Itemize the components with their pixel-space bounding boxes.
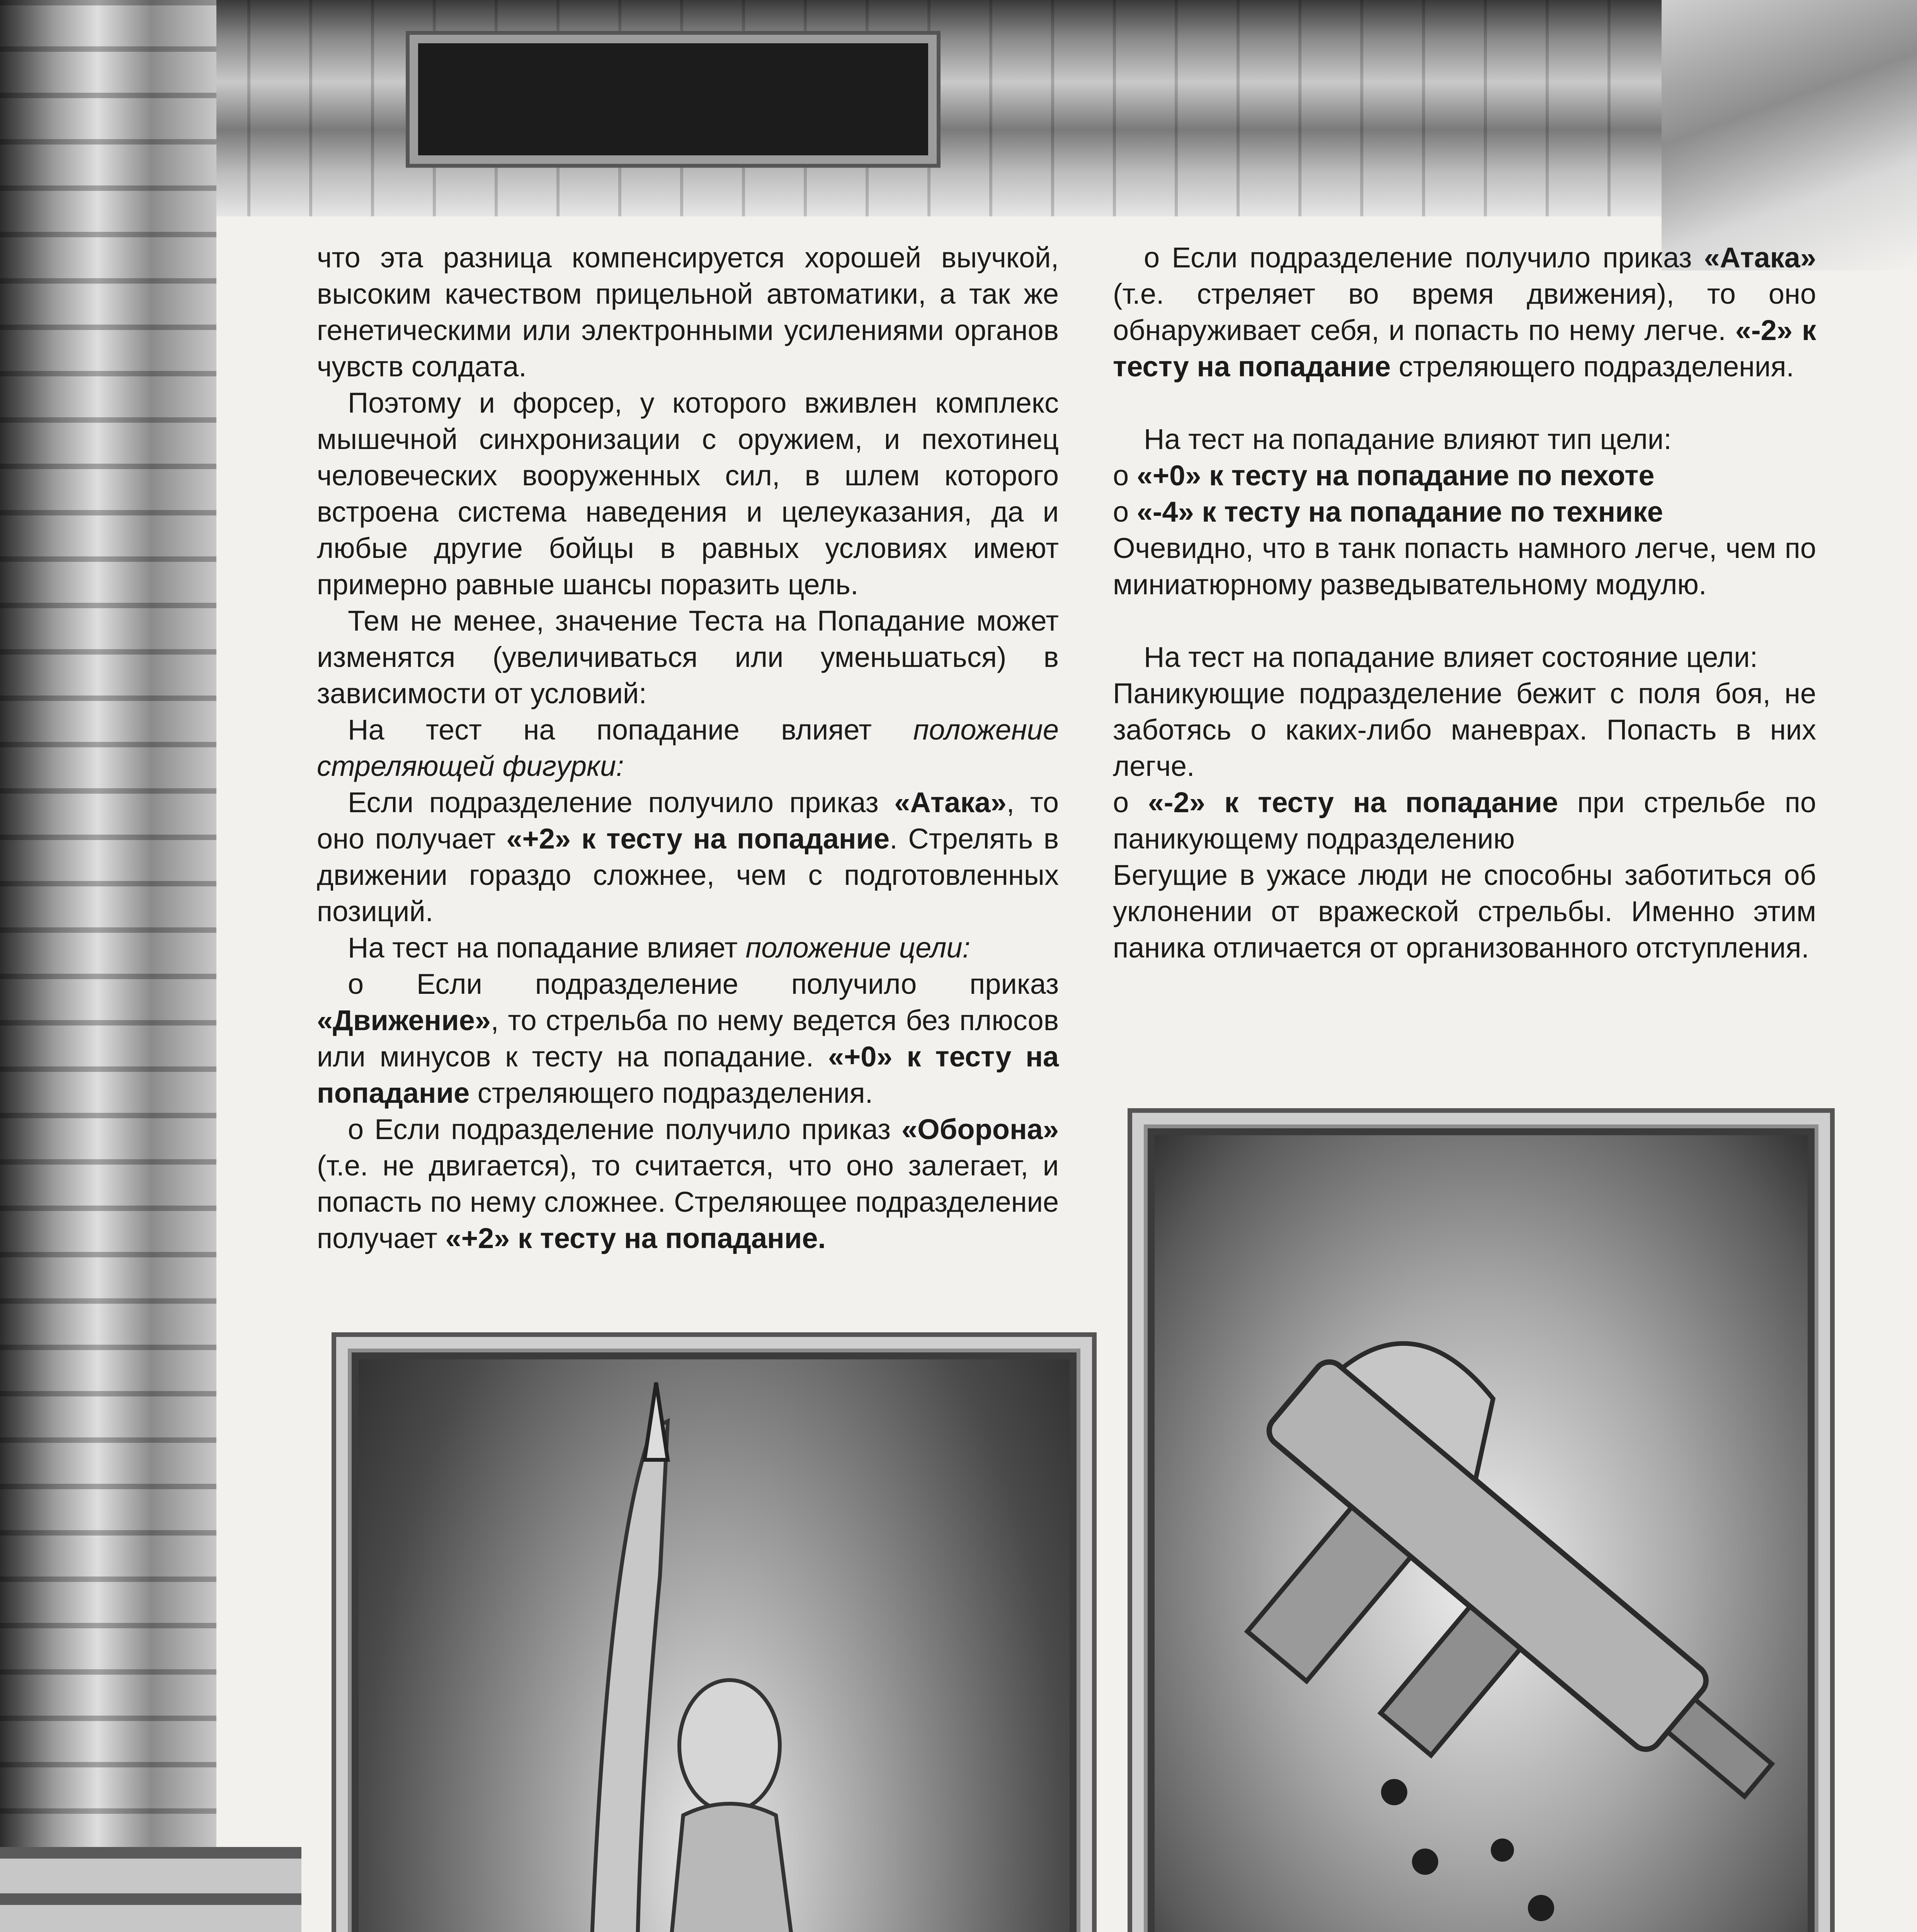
paragraph: На тест на попадание влияют тип цели:	[1144, 423, 1672, 455]
paragraph: Поэтому и форсер, у которого вживлен комплекс мышечной синхронизации с оружием, и пехотинец человеческих вооруженных сил, в шлем которого встроена система наведения и целеуказания, да и любые другие бойцы в равных условиях имеют примерно равные шансы поразить цель.	[317, 387, 1059, 600]
list-item: o Если подразделение получило приказ «Атака» (т.е. стреляет во время движения), то оно обнаруживает себя, и попасть по нему легче. «-2» к тесту на попадание стреляющего подразделения.	[1113, 242, 1816, 383]
decorative-corner-frame	[1662, 0, 1917, 270]
warrior-illustration	[352, 1352, 1077, 1932]
left-text-column	[317, 240, 1059, 1257]
paragraph: Бегущие в ужасе люди не способны заботиться об уклонении от вражеской стрельбы. Именно этим паника отличается от организованного отступления.	[1113, 859, 1816, 964]
list-item: o «-2» к тесту на попадание при стрельбе по паникующему подразделению	[1113, 786, 1817, 855]
list-item: o Если подразделение получило приказ «Оборона» (т.е. не двигается), то считается, что оно залегает, и попасть по нему сложнее. Стреляющее подразделение получает «+2» к тесту на попадание.	[317, 1113, 1059, 1254]
decorative-left-pipes	[0, 1847, 301, 1932]
paragraph: Если подразделение получило приказ «Атака», то оно получает «+2» к тесту на попадание. Стрелять в движении гораздо сложнее, чем с подготовленных позиций.	[317, 786, 1059, 927]
armored-woman-figure-icon	[359, 1359, 1070, 1932]
paragraph: Очевидно, что в танк попасть намного легче, чем по миниатюрному разведывательному модулю.	[1113, 532, 1816, 600]
rifle-illustration	[1148, 1128, 1815, 1932]
futuristic-rifle-icon	[1155, 1135, 1808, 1932]
paragraph: что эта разница компенсируется хорошей выучкой, высоким качеством прицельной автоматики, а так же генетическими или электронными усилениями органов чувств солдата.	[317, 242, 1059, 383]
list-item: o «-4» к тесту на попадание по технике	[1113, 496, 1663, 528]
paragraph: Тем не менее, значение Теста на Попадание может изменятся (увеличиваться или уменьшаться) в зависимости от условий:	[317, 605, 1059, 709]
decorative-left-frame	[0, 0, 216, 1932]
header-plate	[410, 35, 937, 164]
list-item: o «+0» к тесту на попадание по пехоте	[1113, 459, 1655, 492]
paragraph: На тест на попадание влияет положение стреляющей фигурки:	[317, 714, 1059, 782]
list-item: o Если подразделение получило приказ «Движение», то стрельба по нему ведется без плюсов или минусов к тесту на попадание. «+0» к тесту на попадание стреляющего подразделения.	[317, 968, 1059, 1109]
paragraph: Паникующие подразделение бежит с поля боя, не заботясь о каких-либо маневрах. Попасть в них легче.	[1113, 677, 1816, 782]
decorative-top-frame	[0, 0, 1917, 216]
paragraph: На тест на попадание влияет состояние цели:	[1144, 641, 1758, 673]
right-text-column	[1113, 240, 1816, 966]
paragraph: На тест на попадание влияет положение цели:	[348, 932, 971, 964]
